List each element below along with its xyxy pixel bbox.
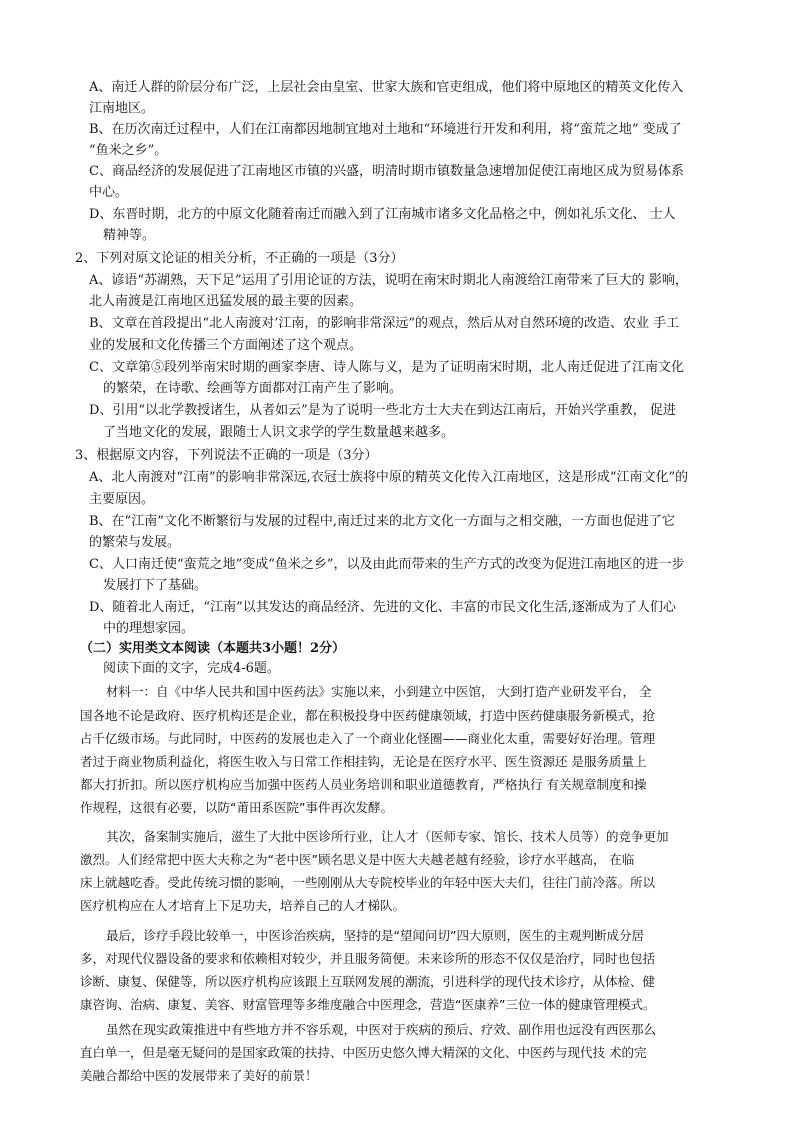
material-p2-line1: 其次，备案制实施后，滋生了大批中医诊所行业，让人才（医师专家、馆长、技术人员等）的竞争更加 [106, 829, 669, 844]
q3-option-d-line1: D、随着北人南迁，“江南”以其发达的商品经济、先进的文化、丰富的市民文化生活,逐渐成为了人们心 [89, 600, 676, 615]
material-p3-line4: 康咨询、治病、康复、美容、财富管理等多维度融合中医理念，营造“医康养”三位一体的健康管理模式。 [80, 997, 656, 1012]
q3-stem: 3、根据原文内容，下列说法不正确的一项是（3分） [75, 448, 378, 463]
q1-option-d-line2: 精神等。 [103, 228, 156, 243]
material-p1-line3: 占千亿级市场。与此同时，中医药的发展也走入了一个商业化怪圈——商业化太重，需要好好治理。管理 [80, 731, 656, 746]
q3-option-c-line2: 发展打下了基础。 [103, 578, 208, 593]
q1-option-c-line2: 中心。 [89, 185, 129, 200]
q2-option-b-line1: B、文章在首段提出“北人南渡对’江南，的影响非常深远”的观点，然后从对自然环境的改造、农业 手工 [89, 316, 680, 331]
q2-option-d-line1: D、引用“以北学教授诸生，从者如云”是为了说明一些北方士大夫在到达江南后，开始兴学重教， 促进 [89, 403, 676, 418]
q2-option-d-line2: 了当地文化的发展，跟随士人识文求学的学生数量越来越多。 [103, 425, 455, 440]
q2-stem: 2、下列对原文论证的相关分析，不正确的一项是（3分） [75, 251, 404, 266]
q3-option-a-line2: 主要原因。 [89, 492, 155, 507]
section-title: （二）实用类文本阅读（本题共3小题！2分） [80, 641, 346, 656]
material-p2-line3: 床上就越吃香。受此传统习惯的影响，一些刚刚从大专院校毕业的年轻中医大夫们，往往门前冷落。所以 [80, 875, 656, 890]
q1-option-b-line2: “鱼米之乡”。 [89, 143, 168, 158]
q1-option-a-line1: A、南迁人群的阶层分布广泛，上层社会由皇室、世家大族和官吏组成，他们将中原地区的精英文化传入 [89, 80, 684, 95]
material-p2-line2: 激烈。人们经常把中医大夫称之为“老中医”顾名思义是中医大夫越老越有经验，诊疗水平越高， 在临 [80, 852, 635, 867]
material-p1-line4: 者过于商业物质利益化，将医生收入与日常工作相挂钩，无论是在医疗水平、医生资源还 是服务质量上 [80, 754, 647, 769]
q3-option-c-line1: C、人口南迁使“蛮荒之地”变成“鱼米之乡”，以及由此而带来的生产方式的改变为促进江南地区的进一步 [89, 557, 685, 572]
material-p3-line2: 多，对现代仪器设备的要求和依赖相对较少，并且服务简便。未来诊所的形态不仅仅是治疗，同时也包括 [80, 951, 656, 966]
q3-option-b-line2: 的繁荣与发展。 [89, 535, 181, 550]
material-p4-line3: 美融合都给中医的发展带来了美好的前景！ [80, 1068, 318, 1083]
material-p3-line3: 诊断、康复、保健等，所以医疗机构应该跟上互联网发展的潮流，引进科学的现代技术诊疗，从体检、健 [80, 974, 656, 989]
q3-option-a-line1: A、北人南渡对“江南”的影响非常深远,衣冠士族将中原的精英文化传入江南地区，这是形成“江南文化”的 [89, 470, 689, 485]
material-p3-line1: 最后，诊疗手段比较单一，中医诊治疾病，坚持的是“望闻问切”四大原则，医生的主观判断成分居 [106, 928, 644, 943]
q2-option-c-line1: C、文章第⑤段列举南宋时期的画家李唐、诗人陈与义，是为了证明南宋时期，北人南迁促进了江南文化 [89, 360, 684, 375]
material-p1-line1: 材料一：自《中华人民共和国中医药法》实施以来，小到建立中医馆， 大到打造产业研发平台， 全 [106, 684, 652, 699]
material-p1-line6: 作规程，这很有必要，以防“莆田系医院”事件再次发酵。 [80, 800, 393, 815]
section-intro: 阅读下面的文字，完成4-6题。 [103, 661, 280, 676]
q1-option-c-line1: C、商品经济的发展促进了江南地区市镇的兴盛，明清时期市镇数量急速增加促使江南地区成为贸易体系 [89, 164, 684, 179]
q3-option-b-line1: B、在“江南”文化不断繁衍与发展的过程中,南迁过来的北方文化一方面与之相交融，一方面也促进了它 [89, 514, 675, 529]
q2-option-c-line2: 的繁荣，在诗歌、绘画等方面都对江南产生了影响。 [103, 381, 403, 396]
q1-option-a-line2: 江南地区。 [89, 101, 155, 116]
q3-option-d-line2: 中的理想家园。 [103, 621, 195, 636]
material-p4-line1: 虽然在现实政策推进中有些地方并不容乐观，中医对于疾病的预后、疗效、副作用也远没有西医那么 [106, 1022, 657, 1037]
material-p1-line5: 都大打折扣。所以医疗机构应当加强中医药人员业务培训和职业道德教育，严格执行 有关规章制度和操 [80, 777, 647, 792]
material-p1-line2: 国各地不论是政府、医疗机构还是企业，都在积极投身中医药健康领域，打造中医药健康服务新模式，抢 [80, 708, 656, 723]
q2-option-b-line2: 业的发展和文化传播三个方面阐述了这个观点。 [89, 338, 363, 353]
material-p2-line4: 医疗机构应在人才培育上下足功夫，培养自己的人才梯队。 [80, 898, 406, 913]
q1-option-d-line1: D、东晋时期，北方的中原文化随着南迁而融入到了江南城市诸多文化品格之中，例如礼乐文化、 士人 [89, 207, 676, 222]
q1-option-b-line1: B、在历次南迁过程中，人们在江南都因地制宜地对土地和“环境进行开发和利用，将“蛮荒之地” 变成了 [89, 122, 682, 137]
material-p4-line2: 直白单一，但是毫无疑问的是国家政策的扶持、中医历史悠久博大精深的文化、中医药与现代技 术的完 [80, 1045, 647, 1060]
q2-option-a-line1: A、谚语“苏湖熟，天下足”运用了引用论证的方法，说明在南宋时期北人南渡给江南带来了巨大的 影响， [89, 273, 688, 288]
q2-option-a-line2: 北人南渡是江南地区迅猛发展的最主要的因素。 [89, 294, 363, 309]
